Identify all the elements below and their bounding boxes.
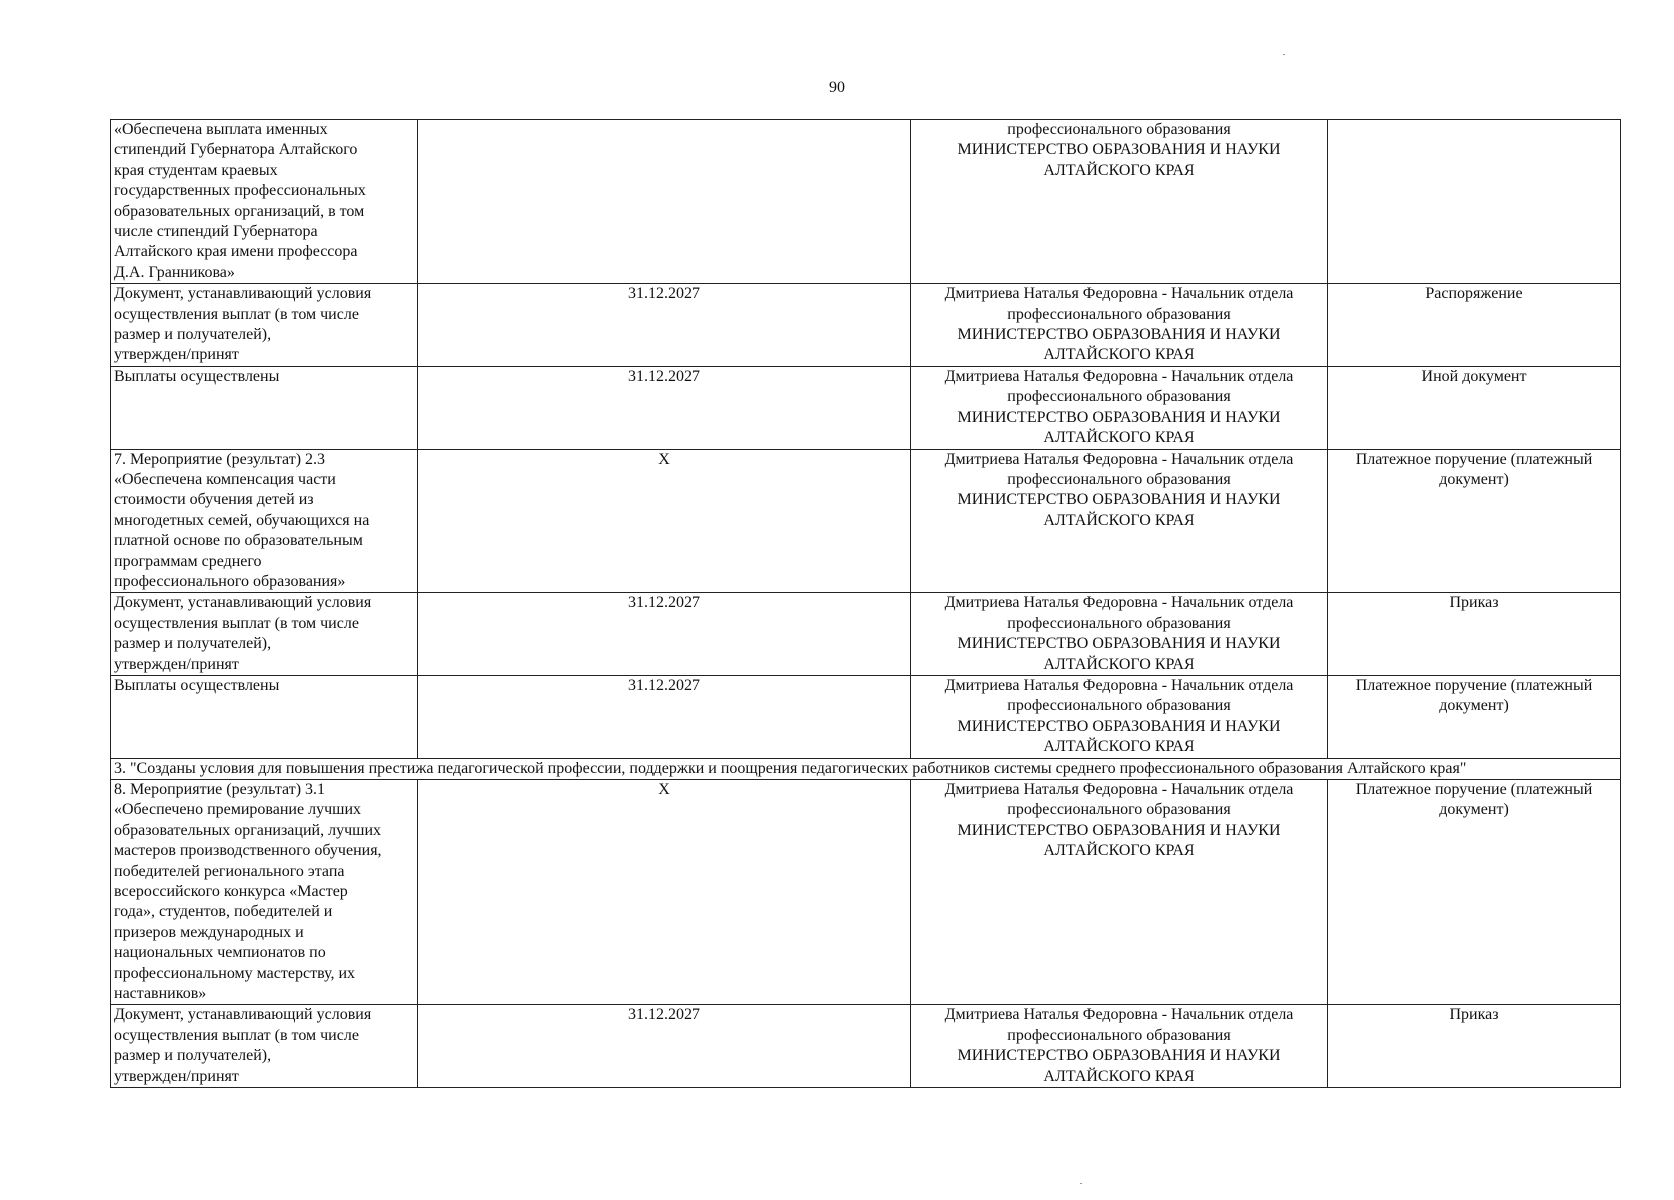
cell-result-line: размер и получателей), <box>114 326 272 344</box>
cell-document-type <box>1328 675 1621 758</box>
cell-result-line: Выплаты осуществлены <box>114 367 280 385</box>
cell-result-line: стоимости обучения детей из <box>114 491 314 509</box>
plan-table-body <box>111 120 1621 1088</box>
cell-responsible <box>911 780 1328 1005</box>
page-number: 90 <box>829 79 845 96</box>
cell-result-line: образовательных организаций, в том <box>114 202 365 220</box>
cell-responsible-line: АЛТАЙСКОГО КРАЯ <box>1043 429 1195 447</box>
table-row <box>111 120 1621 284</box>
cell-deadline <box>418 449 911 593</box>
cell-document-type <box>1328 1005 1621 1088</box>
cell-result <box>111 675 418 758</box>
cell-result-line: программам среднего <box>114 552 262 570</box>
cell-deadline-text: X <box>658 450 670 468</box>
cell-deadline-text: 31.12.2027 <box>628 594 700 612</box>
cell-deadline-text: 31.12.2027 <box>628 1006 700 1024</box>
cell-deadline <box>418 675 911 758</box>
cell-responsible-line: профессионального образования <box>1007 470 1231 488</box>
cell-result-line: утвержден/принят <box>114 1067 239 1085</box>
table-row <box>111 284 1621 367</box>
cell-document-type-line: Распоряжение <box>1425 285 1523 303</box>
cell-responsible-line: Дмитриева Наталья Федоровна - Начальник отдела <box>944 781 1294 798</box>
cell-document-type-line: документ) <box>1439 801 1509 819</box>
cell-responsible-line: АЛТАЙСКОГО КРАЯ <box>1043 655 1195 673</box>
cell-responsible-line: Дмитриева Наталья Федоровна - Начальник отдела <box>944 1006 1294 1024</box>
cell-responsible-line: МИНИСТЕРСТВО ОБРАЗОВАНИЯ И НАУКИ <box>957 1047 1281 1065</box>
cell-result <box>111 449 418 593</box>
cell-result-line: края студентам краевых <box>114 161 278 179</box>
cell-result-line: утвержден/принят <box>114 346 239 364</box>
cell-responsible-line: МИНИСТЕРСТВО ОБРАЗОВАНИЯ И НАУКИ <box>957 821 1281 839</box>
cell-result-line: государственных профессиональных <box>114 182 366 200</box>
section-row <box>111 758 1621 779</box>
cell-result-line: Алтайского края имени профессора <box>114 243 358 261</box>
cell-result <box>111 593 418 676</box>
cell-responsible-line: АЛТАЙСКОГО КРАЯ <box>1043 346 1195 364</box>
cell-result <box>111 120 418 284</box>
cell-result-line: размер и получателей), <box>114 1047 272 1065</box>
cell-document-type-line: документ) <box>1439 470 1509 488</box>
scan-speck <box>1283 54 1285 55</box>
table-row <box>111 780 1621 1005</box>
cell-result-line: стипендий Губернатора Алтайского <box>114 141 358 159</box>
table-row <box>111 366 1621 449</box>
cell-document-type <box>1328 449 1621 593</box>
cell-result-line: всероссийского конкурса «Мастер <box>114 883 348 901</box>
cell-result-line: Д.А. Гранникова» <box>114 263 235 281</box>
cell-responsible-line: Дмитриева Наталья Федоровна - Начальник отдела <box>944 367 1294 385</box>
cell-responsible <box>911 1005 1328 1088</box>
cell-document-type <box>1328 366 1621 449</box>
cell-document-type-line: Платежное поручение (платежный <box>1355 450 1593 468</box>
cell-deadline-text: 31.12.2027 <box>628 285 700 303</box>
cell-result-line: наставников» <box>114 985 207 1003</box>
cell-result-line: утвержден/принят <box>114 655 239 673</box>
cell-result-line: многодетных семей, обучающихся на <box>114 511 370 529</box>
cell-result-line: Выплаты осуществлены <box>114 676 280 694</box>
cell-deadline <box>418 780 911 1005</box>
cell-result-line: профессиональному мастерству, их <box>114 964 356 982</box>
table-row <box>111 449 1621 593</box>
cell-deadline-text: X <box>658 781 670 798</box>
cell-result-line: Документ, устанавливающий условия <box>114 285 372 303</box>
cell-result <box>111 366 418 449</box>
cell-responsible <box>911 593 1328 676</box>
cell-result-line: осуществления выплат (в том числе <box>114 1026 359 1044</box>
cell-responsible <box>911 449 1328 593</box>
cell-result-line: образовательных организаций, лучших <box>114 821 381 839</box>
cell-responsible-line: МИНИСТЕРСТВО ОБРАЗОВАНИЯ И НАУКИ <box>957 635 1281 653</box>
cell-responsible-line: МИНИСТЕРСТВО ОБРАЗОВАНИЯ И НАУКИ <box>957 141 1281 159</box>
cell-deadline-text: 31.12.2027 <box>628 367 700 385</box>
plan-table <box>110 119 1621 1088</box>
cell-deadline <box>418 1005 911 1088</box>
cell-responsible-line: профессионального образования <box>1007 1026 1231 1044</box>
cell-responsible-line: профессионального образования <box>1007 121 1231 138</box>
cell-document-type <box>1328 593 1621 676</box>
cell-result <box>111 780 418 1005</box>
cell-result-line: национальных чемпионатов по <box>114 944 326 962</box>
cell-responsible-line: профессионального образования <box>1007 614 1231 632</box>
cell-result-line: 7. Мероприятие (результат) 2.3 <box>114 450 326 468</box>
cell-document-type-line: Приказ <box>1449 1006 1499 1024</box>
cell-responsible-line: Дмитриева Наталья Федоровна - Начальник отдела <box>944 450 1294 468</box>
cell-result-line: 8. Мероприятие (результат) 3.1 <box>114 781 326 798</box>
cell-result-line: профессионального образования» <box>114 572 346 590</box>
cell-result <box>111 1005 418 1088</box>
cell-deadline <box>418 120 911 284</box>
cell-document-type <box>1328 120 1621 284</box>
cell-deadline-text: 31.12.2027 <box>628 676 700 694</box>
cell-responsible-line: АЛТАЙСКОГО КРАЯ <box>1043 1067 1195 1085</box>
cell-responsible-line: Дмитриева Наталья Федоровна - Начальник отдела <box>944 285 1294 303</box>
cell-document-type-line: Платежное поручение (платежный <box>1355 781 1593 798</box>
cell-document-type-line: документ) <box>1439 697 1509 715</box>
cell-result-line: осуществления выплат (в том числе <box>114 305 359 323</box>
table-row <box>111 1005 1621 1088</box>
cell-responsible <box>911 120 1328 284</box>
cell-result-line: мастеров производственного обучения, <box>114 842 382 860</box>
cell-result-line: «Обеспечена компенсация части <box>114 470 336 488</box>
cell-responsible-line: АЛТАЙСКОГО КРАЯ <box>1043 511 1195 529</box>
cell-deadline <box>418 366 911 449</box>
cell-responsible-line: профессионального образования <box>1007 697 1231 715</box>
cell-responsible-line: МИНИСТЕРСТВО ОБРАЗОВАНИЯ И НАУКИ <box>957 408 1281 426</box>
cell-result-line: Документ, устанавливающий условия <box>114 1006 372 1024</box>
cell-document-type-line: Платежное поручение (платежный <box>1355 676 1593 694</box>
cell-result-line: осуществления выплат (в том числе <box>114 614 359 632</box>
cell-responsible-line: профессионального образования <box>1007 388 1231 406</box>
cell-result <box>111 284 418 367</box>
cell-document-type <box>1328 780 1621 1005</box>
cell-responsible-line: АЛТАЙСКОГО КРАЯ <box>1043 842 1195 860</box>
cell-deadline <box>418 593 911 676</box>
section-heading: 3. "Созданы условия для повышения престижа педагогической профессии, поддержки и поощрения педагогических работников системы среднего профессионального образования Алтайского края" <box>111 758 1621 779</box>
cell-responsible-line: АЛТАЙСКОГО КРАЯ <box>1043 738 1195 756</box>
cell-responsible-line: МИНИСТЕРСТВО ОБРАЗОВАНИЯ И НАУКИ <box>957 491 1281 509</box>
cell-document-type-line: Приказ <box>1449 594 1499 612</box>
cell-result-line: года», студентов, победителей и <box>114 903 333 921</box>
cell-result-line: Документ, устанавливающий условия <box>114 594 372 612</box>
scan-speck <box>1080 1183 1082 1184</box>
cell-responsible-line: Дмитриева Наталья Федоровна - Начальник отдела <box>944 594 1294 612</box>
cell-responsible-line: профессионального образования <box>1007 305 1231 323</box>
cell-result-line: «Обеспечена выплата именных <box>114 121 328 138</box>
cell-document-type <box>1328 284 1621 367</box>
cell-responsible <box>911 284 1328 367</box>
cell-result-line: платной основе по образовательным <box>114 532 363 550</box>
cell-responsible-line: МИНИСТЕРСТВО ОБРАЗОВАНИЯ И НАУКИ <box>957 326 1281 344</box>
cell-result-line: числе стипендий Губернатора <box>114 223 318 241</box>
cell-deadline <box>418 284 911 367</box>
cell-result-line: призеров международных и <box>114 923 304 941</box>
cell-result-line: «Обеспечено премирование лучших <box>114 801 361 819</box>
cell-responsible <box>911 675 1328 758</box>
cell-responsible-line: профессионального образования <box>1007 801 1231 819</box>
cell-responsible-line: МИНИСТЕРСТВО ОБРАЗОВАНИЯ И НАУКИ <box>957 717 1281 735</box>
cell-result-line: размер и получателей), <box>114 635 272 653</box>
table-row <box>111 593 1621 676</box>
cell-responsible-line: Дмитриева Наталья Федоровна - Начальник отдела <box>944 676 1294 694</box>
cell-responsible-line: АЛТАЙСКОГО КРАЯ <box>1043 161 1195 179</box>
table-row <box>111 675 1621 758</box>
cell-document-type-line: Иной документ <box>1421 367 1527 385</box>
cell-responsible <box>911 366 1328 449</box>
cell-result-line: победителей регионального этапа <box>114 862 345 880</box>
